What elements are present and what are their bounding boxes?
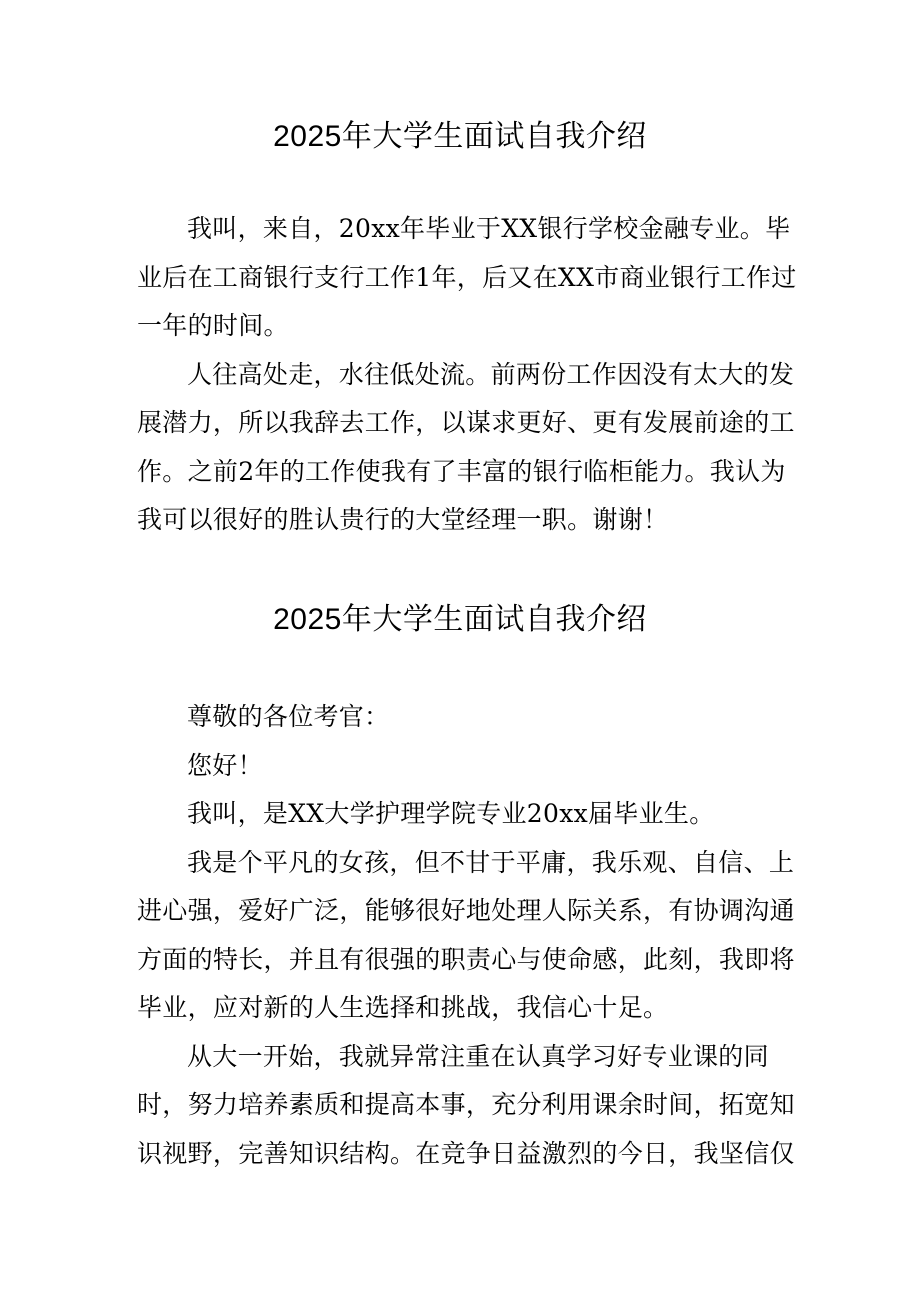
section-body	[137, 205, 797, 545]
section-title: 2025年大学生面试自我介绍	[273, 120, 647, 153]
paragraph: 我叫，来自，20xx年毕业于XX银行学校金融专业。毕业后在工商银行支行工作1年，后又在XX市商业银行工作过一年的时间。	[137, 214, 797, 340]
section-title: 2025年大学生面试自我介绍	[273, 603, 647, 636]
paragraph: 人往高处走，水往低处流。前两份工作因没有太大的发展潜力，所以我辞去工作，以谋求更好、更有发展前途的工作。之前2年的工作使我有了丰富的银行临柜能力。我认为我可以很好的胜认贵行的大堂经理一职。谢谢！	[137, 359, 795, 534]
salutation: 尊敬的各位考官：	[187, 702, 390, 731]
greeting: 您好！	[187, 750, 263, 780]
paragraph: 我是个平凡的女孩，但不甘于平庸，我乐观、自信、上进心强，爱好广泛，能够很好地处理人际关系，有协调沟通方面的特长，并且有很强的职责心与使命感，此刻，我即将毕业，应对新的人生选择和挑战，我信心十足。	[137, 847, 795, 1022]
paragraph: 我叫，是XX大学护理学院专业20xx届毕业生。	[187, 799, 715, 828]
section-body	[137, 693, 797, 1178]
paragraph: 从大一开始，我就异常注重在认真学习好专业课的同时，努力培养素质和提高本事，充分利用课余时间，拓宽知识视野，完善知识结构。在竞争日益激烈的今日，我坚信仅	[137, 1041, 795, 1168]
